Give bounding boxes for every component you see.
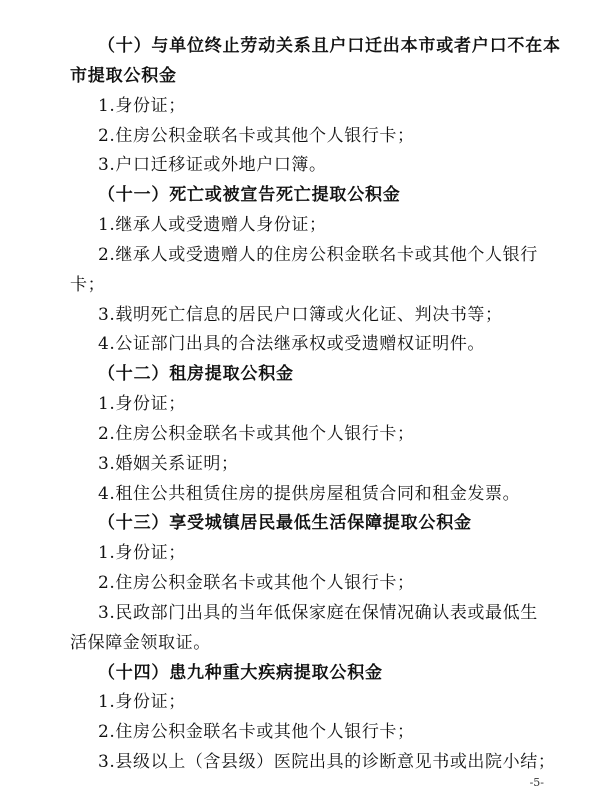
list-item: 1.身份证； — [98, 96, 186, 116]
page-number: -5- — [529, 776, 544, 789]
section-heading-10: （十）与单位终止劳动关系且户口迁出本市或者户口不在本 — [98, 36, 561, 56]
list-item: 3.县级以上（含县级）医院出具的诊断意见书或出院小结； — [98, 752, 556, 772]
list-item: 1.继承人或受遗赠人身份证； — [98, 215, 327, 235]
section-heading-12: （十二）租房提取公积金 — [98, 364, 294, 384]
list-item: 活保障金领取证。 — [70, 633, 211, 653]
list-item: 1.身份证； — [98, 692, 186, 712]
list-item: 2.住房公积金联名卡或其他个人银行卡； — [98, 424, 415, 444]
list-item: 2.继承人或受遗赠人的住房公积金联名卡或其他个人银行 — [98, 245, 538, 265]
list-item: 4.租住公共租赁住房的提供房屋租赁合同和租金发票。 — [98, 484, 521, 504]
list-item: 2.住房公积金联名卡或其他个人银行卡； — [98, 573, 415, 593]
list-item: 3.户口迁移证或外地户口簿。 — [98, 155, 327, 175]
section-heading-10-cont: 市提取公积金 — [70, 66, 177, 86]
list-item: 1.身份证； — [98, 394, 186, 414]
list-item: 1.身份证； — [98, 543, 186, 563]
list-item: 4.公证部门出具的合法继承权或受遗赠权证明件。 — [98, 334, 486, 354]
section-heading-13: （十三）享受城镇居民最低生活保障提取公积金 — [98, 513, 472, 533]
list-item: 3.婚姻关系证明； — [98, 454, 239, 474]
list-item: 2.住房公积金联名卡或其他个人银行卡； — [98, 126, 415, 146]
list-item: 3.载明死亡信息的居民户口簿或火化证、判决书等； — [98, 305, 503, 325]
list-item: 2.住房公积金联名卡或其他个人银行卡； — [98, 722, 415, 742]
section-heading-11: （十一）死亡或被宣告死亡提取公积金 — [98, 185, 401, 205]
section-heading-14: （十四）患九种重大疾病提取公积金 — [98, 663, 383, 683]
list-item: 卡； — [70, 275, 106, 295]
list-item: 3.民政部门出具的当年低保家庭在保情况确认表或最低生 — [98, 603, 538, 623]
